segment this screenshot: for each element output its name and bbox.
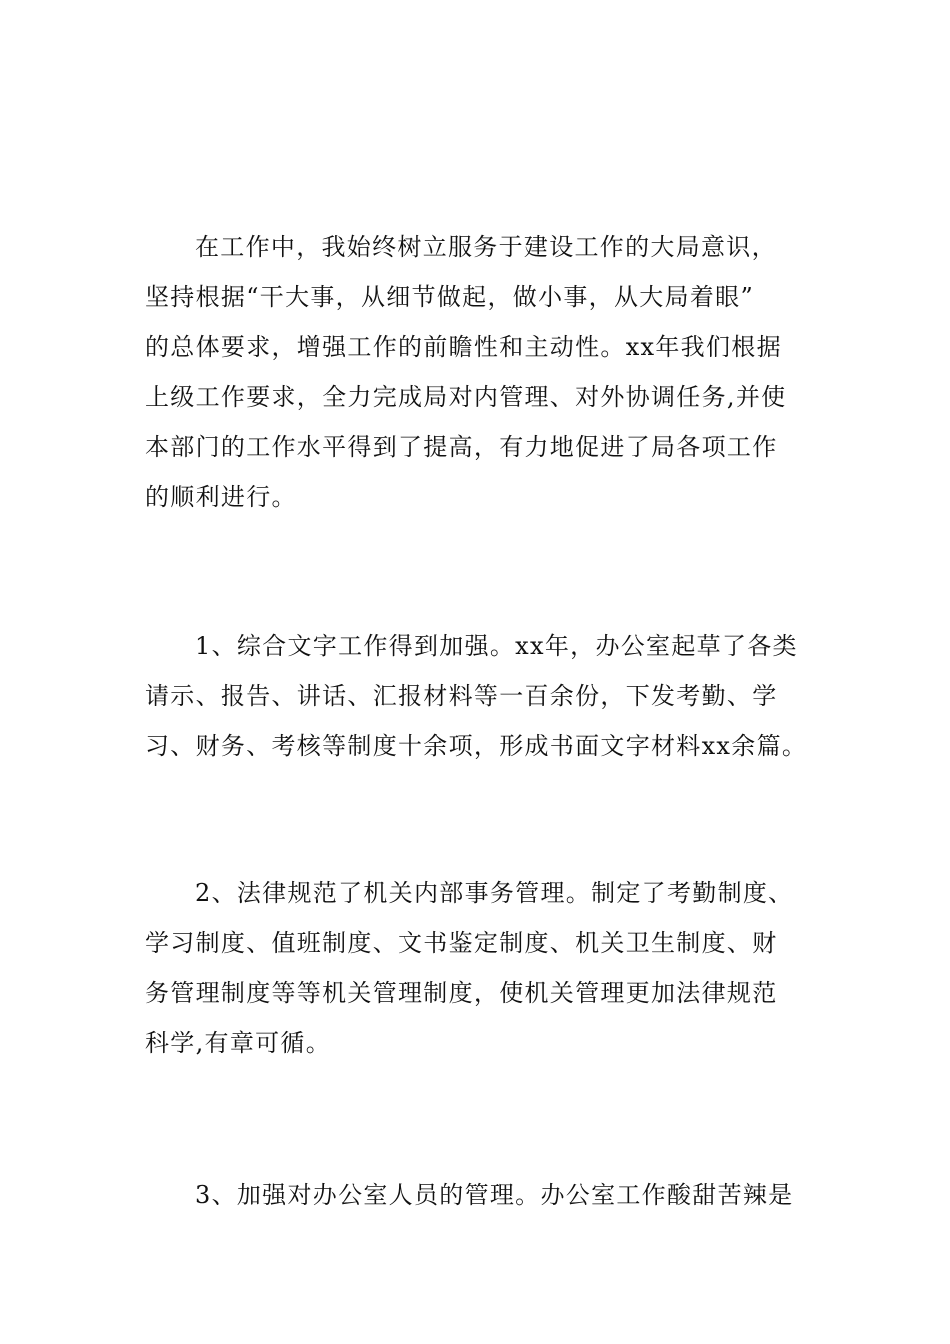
paragraph-item-3-staff-management	[145, 1170, 810, 1220]
paragraph-line: 在工作中，我始终树立服务于建设工作的大局意识，	[195, 233, 777, 261]
paragraph-line: 请示、报告、讲话、汇报材料等一百余份，下发考勤、学	[145, 682, 778, 710]
paragraph-work-overview	[145, 222, 810, 522]
paragraph-line: 的总体要求，增强工作的前瞻性和主动性。xx年我们根据	[145, 333, 782, 361]
paragraph-line: 上级工作要求，全力完成局对内管理、对外协调任务,并使	[145, 383, 787, 411]
paragraph-item-1-writing	[145, 621, 810, 771]
paragraph-line: 务管理制度等等机关管理制度，使机关管理更加法律规范	[145, 979, 778, 1007]
paragraph-line: 的顺利进行。	[145, 483, 297, 511]
paragraph-line: 本部门的工作水平得到了提高，有力地促进了局各项工作	[145, 433, 778, 461]
paragraph-line: 科学,有章可循。	[145, 1029, 332, 1057]
paragraph-line: 2、法律规范了机关内部事务管理。制定了考勤制度、	[195, 879, 794, 907]
paragraph-line: 1、综合文字工作得到加强。xx年，办公室起草了各类	[195, 632, 798, 660]
paragraph-line: 习、财务、考核等制度十余项，形成书面文字材料xx余篇。	[145, 732, 808, 760]
paragraph-item-2-regulations	[145, 868, 810, 1068]
paragraph-line: 3、加强对办公室人员的管理。办公室工作酸甜苦辣是	[195, 1181, 794, 1209]
paragraph-line: 学习制度、值班制度、文书鉴定制度、机关卫生制度、财	[145, 929, 778, 957]
paragraph-line: 坚持根据“干大事，从细节做起，做小事，从大局着眼”	[145, 283, 755, 311]
